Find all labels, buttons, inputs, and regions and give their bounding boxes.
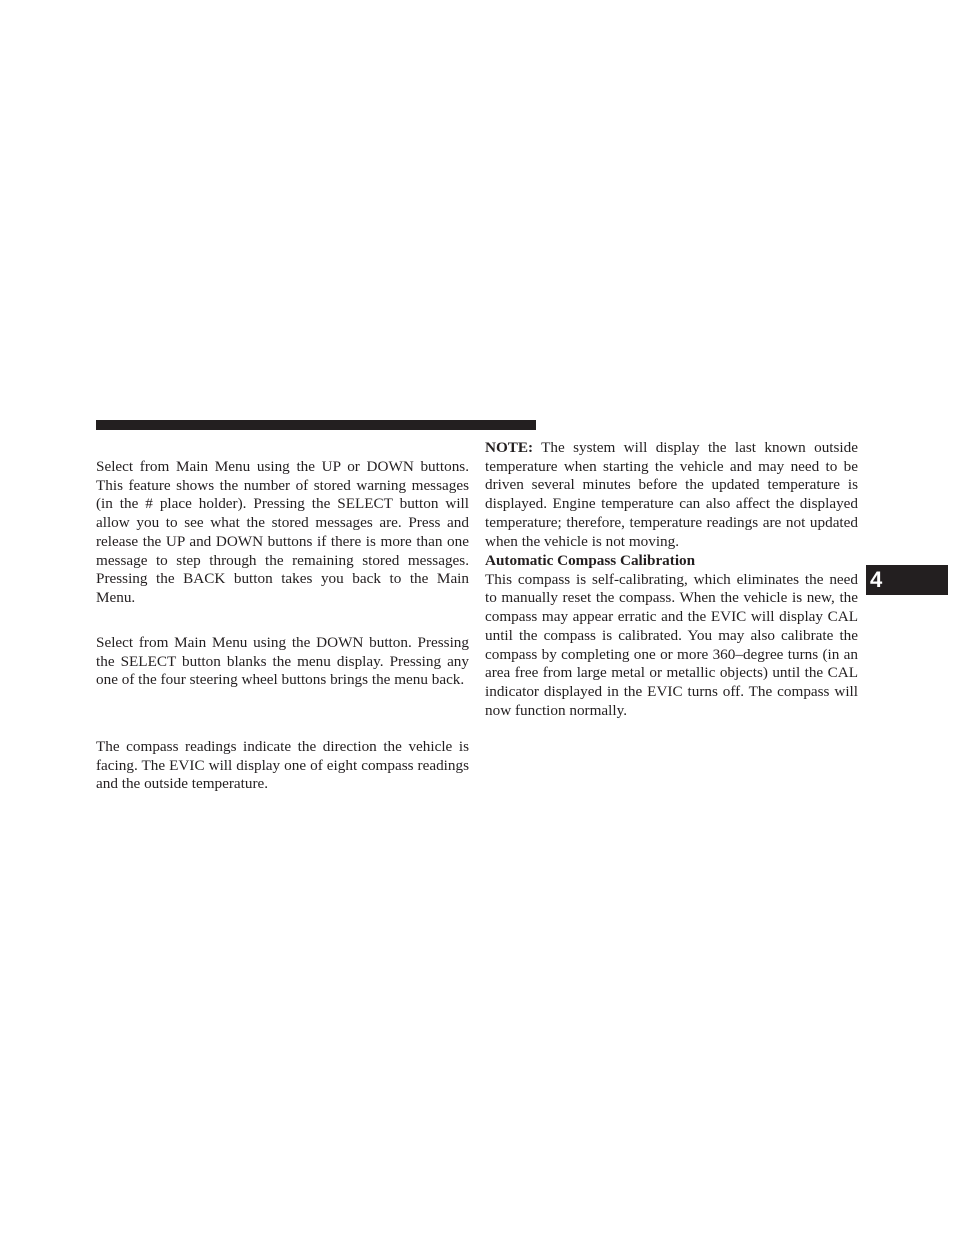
turn-display-off-paragraph: Select from Main Menu using the DOWN button. Pressing the SELECT button blanks the menu display. Pressing any one of the four steering wheel buttons brings the menu back.: [96, 634, 469, 689]
chapter-tab: [866, 565, 948, 595]
right-column-note: [485, 439, 858, 551]
compass-temp-paragraph: The compass readings indicate the direction the vehicle is facing. The EVIC will display one of eight compass readings and the outside temperature.: [96, 738, 469, 793]
left-column-display-off: [96, 634, 469, 690]
right-column-calibration: [485, 552, 858, 720]
chapter-number: 4: [870, 567, 883, 592]
note-label: NOTE:: [485, 439, 534, 456]
section-rule: [96, 420, 536, 430]
note-text: The system will display the last known outside temperature when starting the vehicle and may need to be driven several minutes before the updated temperature is displayed. Engine temperature can also affect the displayed temperature; therefore, temperature readings are not updated when the vehicle is not moving.: [485, 439, 858, 550]
note-paragraph: [485, 439, 858, 551]
left-column: [96, 458, 469, 608]
left-column-compass: [96, 738, 469, 794]
section-heading: Automatic Compass Calibration: [485, 552, 696, 569]
stored-messages-paragraph: Select from Main Menu using the UP or DOWN buttons. This feature shows the number of stored warning messages (in the # place holder). Pressing the SELECT button will allow you to see what the stored messages are. Press and release the UP and DOWN buttons if there is more than one message to step through the remaining stored messages. Pressing the BACK button takes you back to the Main Menu.: [96, 458, 469, 606]
calibration-paragraph: This compass is self-calibrating, which eliminates the need to manually reset the compass. When the vehicle is new, the compass may appear erratic and the EVIC will display CAL until the compass is calibrated. You may also calibrate the compass by completing one or more 360–degree turns (in an area free from large metal or metallic objects) until the CAL indicator displayed in the EVIC turns off. The compass will now function normally.: [485, 570, 858, 719]
